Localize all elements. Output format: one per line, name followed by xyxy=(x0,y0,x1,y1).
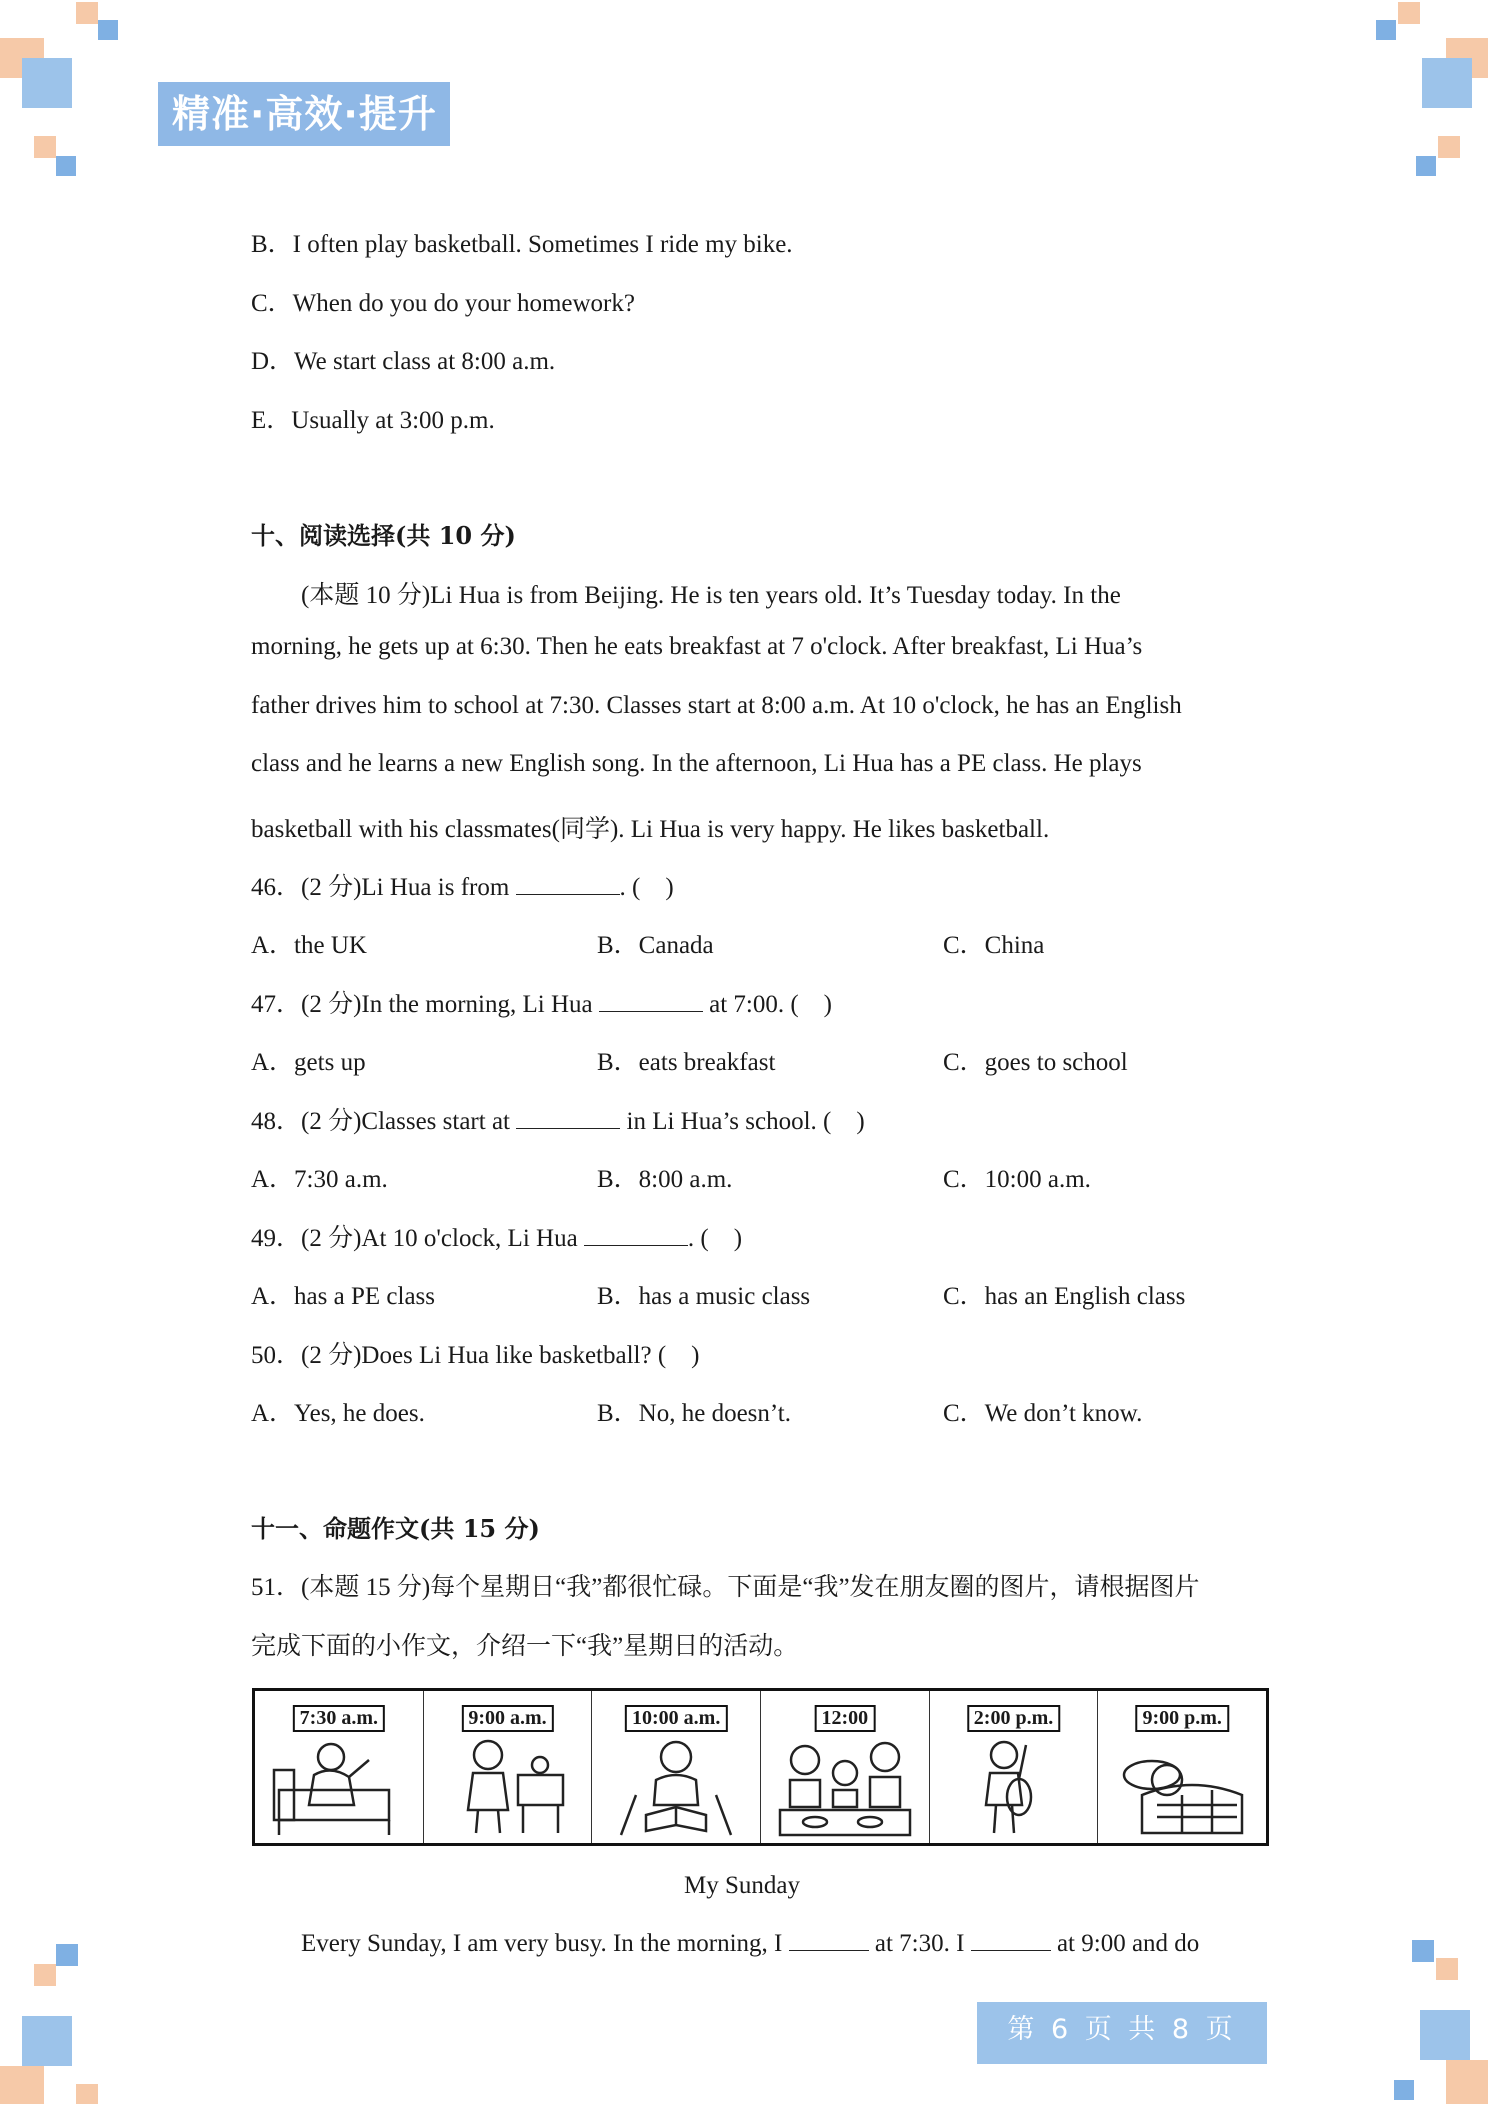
answer-blank[interactable] xyxy=(516,893,620,895)
passage-line: basketball with his classmates(同学). Li Hua is very happy. He likes basketball. xyxy=(251,816,1050,843)
prev-option-b: B．I often play basketball. Sometimes I ride my bike. xyxy=(251,231,793,258)
passage-line: class and he learns a new English song. In the afternoon, Li Hua has a PE class. He plays xyxy=(251,750,1142,777)
header-badge: 精准·高效·提升 xyxy=(158,82,450,146)
answer-blank[interactable] xyxy=(599,1010,703,1012)
picture-cell xyxy=(424,1691,593,1843)
answer-option[interactable]: C．10:00 a.m. xyxy=(943,1166,1091,1193)
question-stem xyxy=(251,1101,865,1137)
essay-prompt-line: 完成下面的小作文，介绍一下“我”星期日的活动。 xyxy=(251,1633,799,1660)
question-text: in Li Hua’s school. ( ) xyxy=(620,1108,865,1135)
answer-option[interactable]: A．the UK xyxy=(251,932,367,959)
passage-line: morning, he gets up at 6:30. Then he eats breakfast at 7 o'clock. After breakfast, Li Hua’s xyxy=(251,633,1143,660)
question-stem xyxy=(251,984,832,1020)
reading-icon xyxy=(606,1735,746,1840)
answer-blank[interactable] xyxy=(584,1244,688,1246)
question-text: 47．(2 分)In the morning, Li Hua xyxy=(251,991,599,1018)
passage-line: (本题 10 分)Li Hua is from Beijing. He is ten years old. It’s Tuesday today. In the xyxy=(301,582,1121,609)
question-text: 48．(2 分)Classes start at xyxy=(251,1108,517,1135)
picture-time-label: 7:30 a.m. xyxy=(293,1705,385,1732)
essay-blank[interactable] xyxy=(789,1949,869,1951)
picture-cell xyxy=(930,1691,1099,1843)
answer-option[interactable]: A．7:30 a.m. xyxy=(251,1166,388,1193)
answer-option[interactable]: B．Canada xyxy=(597,932,714,959)
playing-pipa-icon xyxy=(944,1735,1084,1840)
picture-time-label: 9:00 a.m. xyxy=(461,1705,553,1732)
family-lunch-icon xyxy=(775,1735,915,1840)
cleaning-icon xyxy=(438,1735,578,1840)
question-text: . ( ) xyxy=(619,874,674,901)
question-stem xyxy=(251,1218,742,1254)
essay-prompt-line: 51．(本题 15 分)每个星期日“我”都很忙碌。下面是“我”发在朋友圈的图片，请根据图片 xyxy=(251,1574,1200,1601)
answer-option[interactable]: A．Yes, he does. xyxy=(251,1400,425,1427)
section-10-title: 十、阅读选择(共 10 分) xyxy=(251,521,516,550)
passage-line: father drives him to school at 7:30. Classes start at 8:00 a.m. At 10 o'clock, he has an English xyxy=(251,692,1182,719)
answer-option[interactable]: B．No, he doesn’t. xyxy=(597,1400,791,1427)
answer-option[interactable]: B．eats breakfast xyxy=(597,1049,776,1076)
essay-text: at 9:00 and do xyxy=(1050,1930,1200,1957)
essay-blank[interactable] xyxy=(971,1949,1051,1951)
picture-time-label: 10:00 a.m. xyxy=(625,1705,727,1732)
question-stem xyxy=(251,1335,700,1371)
answer-option[interactable]: A．has a PE class xyxy=(251,1283,435,1310)
page-number-footer: 第 6 页 共 8 页 xyxy=(977,2002,1267,2064)
question-text: 46．(2 分)Li Hua is from xyxy=(251,874,516,901)
prev-option-c: C．When do you do your homework? xyxy=(251,290,635,317)
prev-option-e: E．Usually at 3:00 p.m. xyxy=(251,407,495,434)
section-11-title: 十一、命题作文(共 15 分) xyxy=(251,1514,540,1543)
picture-time-label: 12:00 xyxy=(815,1705,876,1732)
sleeping-icon xyxy=(1112,1735,1252,1840)
getting-up-icon xyxy=(269,1735,409,1840)
question-text: 49．(2 分)At 10 o'clock, Li Hua xyxy=(251,1225,584,1252)
question-text: 50．(2 分)Does Li Hua like basketball? ( ) xyxy=(251,1342,700,1369)
picture-cell xyxy=(255,1691,424,1843)
prev-option-d: D．We start class at 8:00 a.m. xyxy=(251,348,556,375)
essay-text: at 7:30. I xyxy=(868,1930,971,1957)
essay-text: Every Sunday, I am very busy. In the morning, I xyxy=(301,1930,789,1957)
answer-blank[interactable] xyxy=(516,1127,620,1129)
picture-cell xyxy=(761,1691,930,1843)
answer-option[interactable]: C．goes to school xyxy=(943,1049,1128,1076)
picture-time-label: 9:00 p.m. xyxy=(1135,1705,1228,1732)
picture-time-label: 2:00 p.m. xyxy=(967,1705,1060,1732)
answer-option[interactable]: C．China xyxy=(943,932,1045,959)
answer-option[interactable]: C．We don’t know. xyxy=(943,1400,1143,1427)
sunday-picture-strip xyxy=(252,1688,1269,1846)
picture-cell xyxy=(592,1691,761,1843)
essay-title: My Sunday xyxy=(684,1872,800,1899)
question-stem xyxy=(251,867,674,903)
answer-option[interactable]: B．8:00 a.m. xyxy=(597,1166,733,1193)
answer-option[interactable]: B．has a music class xyxy=(597,1283,811,1310)
question-text: at 7:00. ( ) xyxy=(702,991,832,1018)
answer-option[interactable]: A．gets up xyxy=(251,1049,366,1076)
picture-cell xyxy=(1098,1691,1266,1843)
question-text: . ( ) xyxy=(687,1225,743,1252)
essay-first-line xyxy=(301,1930,1199,1958)
answer-option[interactable]: C．has an English class xyxy=(943,1283,1186,1310)
